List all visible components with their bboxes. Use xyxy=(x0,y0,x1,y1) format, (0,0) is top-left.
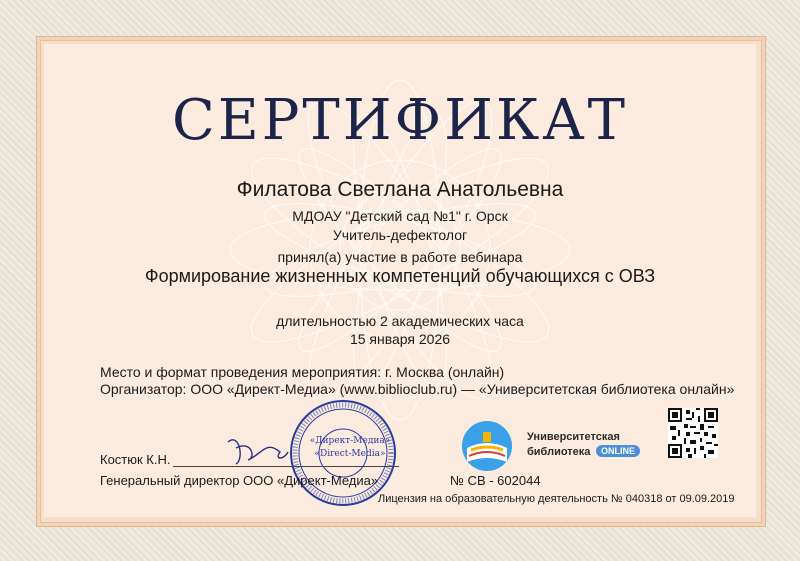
qr-code xyxy=(668,408,718,458)
university-library-logo-icon xyxy=(453,416,523,472)
license-text: Лицензия на образовательную деятельность № 040318 от 09.09.2019 xyxy=(378,493,735,505)
event-organizer: Организатор: ООО «Директ-Медиа» (www.biblioclub.ru) — «Университетская библиотека онлайн» xyxy=(100,381,735,397)
webinar-duration: длительностью 2 академических часа xyxy=(276,313,524,329)
stamp-text-ru: «Директ-Медиа» xyxy=(309,436,391,446)
recipient-name: Филатова Светлана Анатольевна xyxy=(236,178,564,201)
logo-text-line1: Университетская xyxy=(527,431,620,443)
signatory-title: Генеральный директор ООО «Директ-Медиа» xyxy=(100,473,379,488)
recipient-position: Учитель-дефектолог xyxy=(332,227,468,243)
logo-text-line2: библиотека xyxy=(527,446,591,458)
webinar-date: 15 января 2026 xyxy=(349,331,451,347)
recipient-organization: МДОАУ "Детский сад №1" г. Орск xyxy=(292,208,508,224)
stamp-text-en: «Direct-Media» xyxy=(314,449,386,459)
participation-text: принял(а) участие в работе вебинара xyxy=(277,249,523,265)
handwritten-signature xyxy=(222,430,292,470)
event-place-format: Место и формат проведения мероприятия: г. Москва (онлайн) xyxy=(100,364,505,380)
certificate-title: СЕРТИФИКАТ xyxy=(171,88,628,153)
signatory-name: Костюк К.Н. xyxy=(100,452,171,467)
logo-online-badge: ONLINE xyxy=(596,445,640,457)
webinar-topic: Формирование жизненных компетенций обучающихся с ОВЗ xyxy=(144,266,656,286)
certificate-number: № СВ - 602044 xyxy=(450,473,541,488)
